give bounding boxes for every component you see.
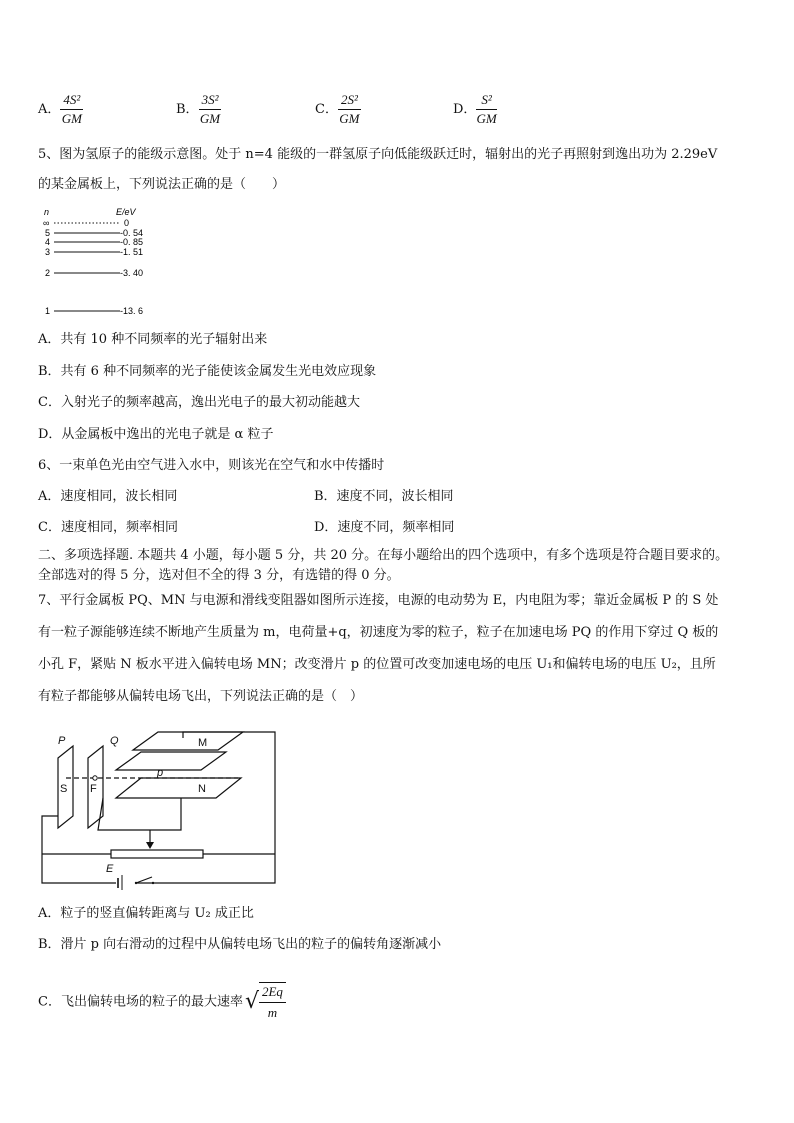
level-e-1: -13. 6 [120,306,144,316]
q6-option-c: C．速度相同，频率相同 [38,520,178,535]
q5-option-d: D．从金属板中逸出的光电子就是 α 粒子 [38,427,274,442]
q6-option-b: B．速度不同，波长相同 [314,489,454,504]
q6-option-a: A．速度相同，波长相同 [38,489,178,504]
q4-b-denominator: GM [199,111,221,126]
q5-stem-line1: 5、图为氢原子的能级示意图。处于 n=4 能级的一群氢原子向低能级跃迁时，辐射出的光子再照射到逸出功为 2.29eV [38,147,718,162]
q4-option-a: A． $\frac{\text{4S²}}{GM}$ [38,92,82,126]
q4-option-b: B． $\frac{\text{3S²}}{GM}$ [176,92,221,126]
label-m: M [198,737,208,749]
level-n-1: 1 [45,306,51,316]
circuit-diagram [38,728,283,890]
q4-c-numerator: 2S² [338,92,361,110]
slider-arrow [146,842,154,849]
label-n: N [198,783,206,795]
label-q: Q [110,735,119,747]
q7-c-denominator: m [267,1005,278,1020]
level-e-inf: 0 [124,218,130,228]
q5-option-a: A．共有 10 种不同频率的光子辐射出来 [38,332,268,347]
q5-stem-line2: 的某金属板上，下列说法正确的是（ ） [38,177,286,192]
q4-b-numerator: 3S² [199,92,222,110]
q7-option-c [38,982,286,1022]
plate-m [133,732,243,750]
level-n-3: 3 [45,247,51,257]
diagram-n-label: n [44,207,50,217]
q5-option-b: B．共有 6 种不同频率的光子能使该金属发生光电效应现象 [38,364,377,379]
level-e-2: -3. 40 [120,268,144,278]
q7-c-numerator: 2Eq [259,983,286,1003]
label-e: E [106,863,114,875]
label-p: P [58,735,66,747]
label-p-slider: p [157,767,164,779]
q4-d-numerator: S² [476,92,496,110]
level-n-4: 4 [45,237,51,247]
hole-f [93,776,97,780]
q7-option-b: B．滑片 p 向右滑动的过程中从偏转电场飞出的粒子的偏转角逐渐减小 [38,937,442,952]
level-n-5: 5 [45,228,51,238]
q7-stem-line3: 小孔 F，紧贴 N 板水平进入偏转电场 MN；改变滑片 p 的位置可改变加速电场的电压 U₁和偏转电场的电压 U₂，且所 [38,657,716,672]
q7-stem-line4: 有粒子都能够从偏转电场飞出，下列说法正确的是（ ） [38,689,364,704]
q7-stem-line2: 有一粒子源能够连续不断地产生质量为 m，电荷量+q，初速度为零的粒子，粒子在加速电场 PQ 的作用下穿过 Q 板的 [38,625,719,640]
q5-option-c: C．入射光子的频率越高，逸出光电子的最大初动能越大 [38,395,360,410]
q4-a-numerator: 4S² [60,92,83,110]
q7-option-a: A．粒子的竖直偏转距离与 U₂ 成正比 [38,906,254,921]
q6-stem: 6、一束单色光由空气进入水中，则该光在空气和水中传播时 [38,458,385,473]
energy-level-diagram [40,204,190,320]
plate-m-face [116,752,226,770]
q4-c-denominator: GM [339,111,360,126]
sqrt-expression [245,982,286,1022]
q7-stem-line1: 7、平行金属板 PQ、MN 与电源和滑线变阻器如图所示连接，电源的电动势为 E，内电阻为零；靠近金属板 P 的 S 处 [38,593,719,608]
level-n-inf: ∞ [43,218,50,228]
diagram-e-label: E/eV [116,207,136,217]
switch [136,877,152,883]
q4-option-c: C． $\frac{\text{2S²}}{GM}$ [315,92,360,126]
section2-line1: 二、多项选择题. 本题共 4 小题，每小题 5 分，共 20 分。在每小题给出的四个选项中，有多个选项是符合题目要求的。 [38,548,729,563]
q4-d-denominator: GM [476,111,497,126]
sqrt-icon: √ [244,989,259,1014]
q4-a-denominator: GM [61,111,82,126]
plate-n [116,778,241,798]
level-e-5: -0. 54 [120,228,144,238]
section2-line2: 全部选对的得 5 分，选对但不全的得 3 分，有选错的得 0 分。 [38,568,400,583]
level-n-2: 2 [45,268,51,278]
q4-option-d: D． $\frac{\text{S²}}{GM}$ [453,92,497,126]
label-s: S [60,783,68,795]
level-e-4: -0. 85 [120,237,144,247]
label-f: F [90,783,97,795]
wire-q-n [98,798,181,830]
level-e-3: -1. 51 [120,247,144,257]
rheostat [111,850,203,858]
q7-option-c-text: C．飞出偏转电场的粒子的最大速率 [38,994,243,1010]
q6-option-d: D．速度不同，频率相同 [314,520,455,535]
